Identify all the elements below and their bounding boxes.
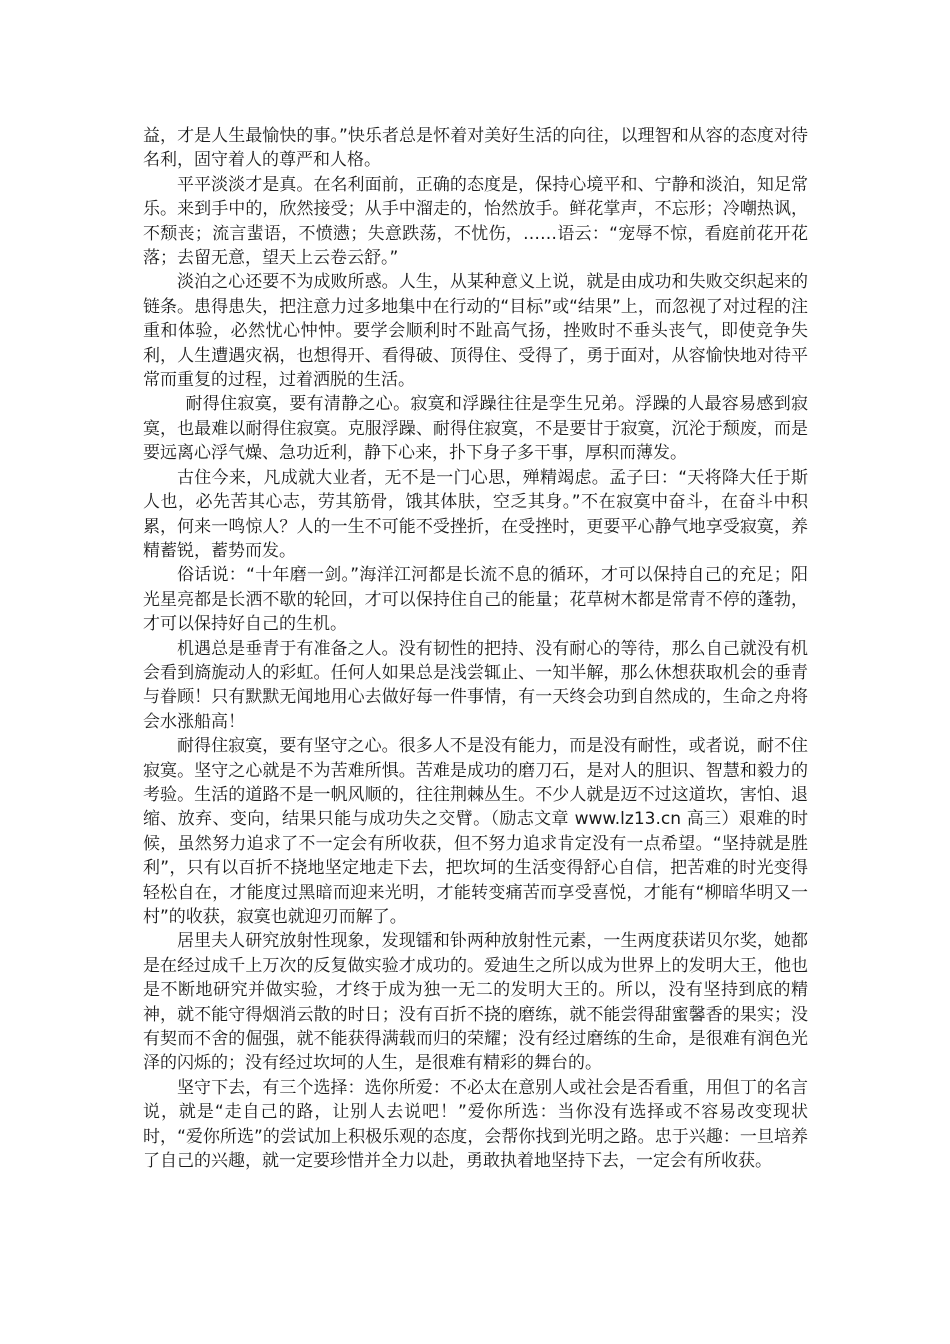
paragraph-1: 益，才是人生最愉快的事。”快乐者总是怀着对美好生活的向往，以理智和从容的态度对待名利，固守着人的尊严和人格。 [143,126,808,171]
paragraph-2: 平平淡淡才是真。在名利面前，正确的态度是，保持心境平和、宁静和淡泊，知足常乐。来到手中的，欣然接受；从手中溜走的，怡然放手。鲜花掌声，不忘形；冷嘲热讽，不颓丧；流言蜚语，不愤懑；失意跌荡，不忧伤，……语云：“宠辱不惊，看庭前花开花落；去留无意，望天上云卷云舒。” [143,174,808,269]
paragraph-8: 耐得住寂寞，要有坚守之心。很多人不是没有能力，而是没有耐性，或者说，耐不住寂寞。坚守之心就是不为苦难所惧。苦难是成功的磨刀石，是对人的胆识、智慧和毅力的考验。生活的道路不是一帆风顺的，往往荆棘丛生。不少人就是迈不过这道坎，害怕、退缩、放弃、变向，结果只能与成功失之交臂。（励志文章 www.lz13.cn 高三）艰难的时候，虽然努力追求了不一定会有所收获，但不努力追求肯定没有一点希望。“坚持就是胜利”，只有以百折不挠地坚定地走下去，把坎坷的生活变得舒心自信，把苦难的时光变得轻松自在，才能度过黑暗而迎来光明，才能转变痛苦而享受喜悦，才能有“柳暗华明又一村”的收获，寂寞也就迎刃而解了。 [143,736,808,927]
paragraph-5: 古住今来，凡成就大业者，无不是一门心思，殚精竭虑。孟子曰：“天将降大任于斯人也，必先苦其心志，劳其筋骨，饿其体肤，空乏其身。”不在寂寞中奋斗，在奋斗中积累，何来一鸣惊人？人的一生不可能不受挫折，在受挫时，更要平心静气地享受寂寞，养精蓄锐，蓄势而发。 [143,467,808,561]
paragraph-3: 淡泊之心还要不为成败所惑。人生，从某种意义上说，就是由成功和失败交织起来的链条。患得患失，把注意力过多地集中在行动的“目标”或“结果”上，而忽视了对过程的注重和体验，必然忧心忡忡。要学会顺利时不趾高气扬，挫败时不垂头丧气，即使竞争失利，人生遭遇灾祸，也想得开、看得破、顶得住、受得了，勇于面对，从容愉快地对待平常而重复的过程，过着洒脱的生活。 [143,272,808,391]
document-body [143,124,808,1173]
paragraph-7: 机遇总是垂青于有准备之人。没有韧性的把持、没有耐心的等待，那么自己就没有机会看到旖旎动人的彩虹。任何人如果总是浅尝辄止、一知半解，那么休想获取机会的垂青与眷顾！只有默默无闻地用心去做好每一件事情，有一天终会功到自然成的，生命之舟将会水涨船高！ [143,638,808,732]
paragraph-6: 俗话说：“十年磨一剑。”海洋江河都是长流不息的循环，才可以保持自己的充足；阳光星亮都是长洒不歇的轮回，才可以保持住自己的能量；花草树木都是常青不停的蓬勃，才可以保持好自己的生机。 [143,565,808,635]
paragraph-9: 居里夫人研究放射性现象，发现镭和钋两种放射性元素，一生两度获诺贝尔奖，她都是在经过成千上万次的反复做实验才成功的。爱迪生之所以成为世界上的发明大王，他也是不断地研究并做实验，才终于成为独一无二的发明大王的。所以，没有坚持到底的精神，就不能守得烟消云散的时日；没有百折不挠的磨练，就不能尝得甜蜜馨香的果实；没有契而不舍的倔强，就不能获得满载而归的荣耀；没有经过磨练的生命，是很难有润色光泽的闪烁的；没有经过坎坷的人生，是很难有精彩的舞台的。 [143,931,808,1074]
paragraph-10: 坚守下去，有三个选择：选你所爱：不必太在意别人或社会是否看重，用但丁的名言说，就是“走自己的路，让别人去说吧！”爱你所选：当你没有选择或不容易改变现状时，“爱你所选”的尝试加上积极乐观的态度，会帮你找到光明之路。忠于兴趣：一旦培养了自己的兴趣，就一定要珍惜并全力以赴，勇敢执着地坚持下去，一定会有所收获。 [143,1077,808,1172]
paragraph-4: 耐得住寂寞，要有清静之心。寂寞和浮躁往往是孪生兄弟。浮躁的人最容易感到寂寞，也最难以耐得住寂寞。克服浮躁、耐得住寂寞，不是要甘于寂寞，沉沦于颓废，而是要远离心浮气燥、急功近利，静下心来，扑下身子多干事，厚积而薄发。 [143,394,808,464]
